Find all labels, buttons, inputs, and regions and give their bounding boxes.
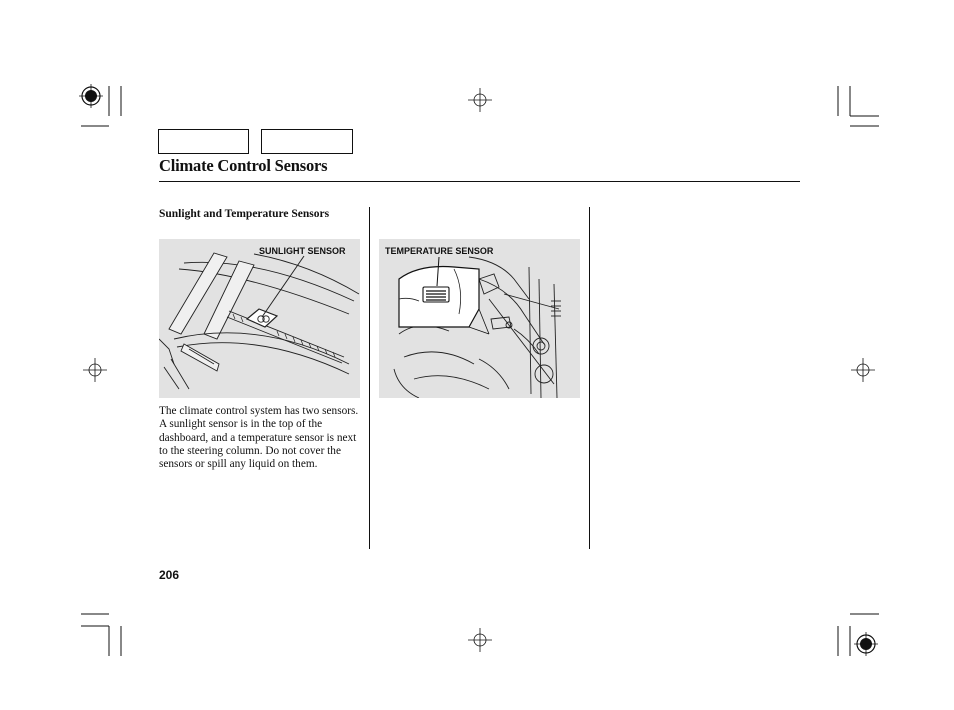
sunlight-sensor-illustration [159, 239, 360, 398]
title-rule [159, 181, 800, 182]
column-divider-1 [369, 207, 370, 549]
registration-mark-icon [854, 632, 878, 656]
temperature-sensor-figure [379, 239, 580, 398]
temperature-sensor-illustration [379, 239, 580, 398]
page-number: 206 [159, 568, 180, 582]
temperature-sensor-label: TEMPERATURE SENSOR [385, 246, 494, 256]
page-title: Climate Control Sensors [159, 156, 328, 175]
crosshair-icon [851, 358, 875, 382]
column-divider-2 [589, 207, 590, 549]
crosshair-icon [468, 628, 492, 652]
sunlight-sensor-figure [159, 239, 360, 398]
sunlight-sensor-label: SUNLIGHT SENSOR [259, 246, 346, 256]
header-tab-box-2 [261, 129, 353, 154]
header-tab-box-1 [158, 129, 249, 154]
registration-mark-icon [79, 84, 103, 108]
crosshair-icon [468, 88, 492, 112]
body-paragraph: The climate control system has two sensors. A sunlight sensor is in the top of the dashboard, and a temperature sensor is next to the steering column. Do not cover the sensors or spill any liquid on them. [159, 405, 359, 471]
section-heading: Sunlight and Temperature Sensors [159, 208, 330, 220]
crosshair-icon [83, 358, 107, 382]
